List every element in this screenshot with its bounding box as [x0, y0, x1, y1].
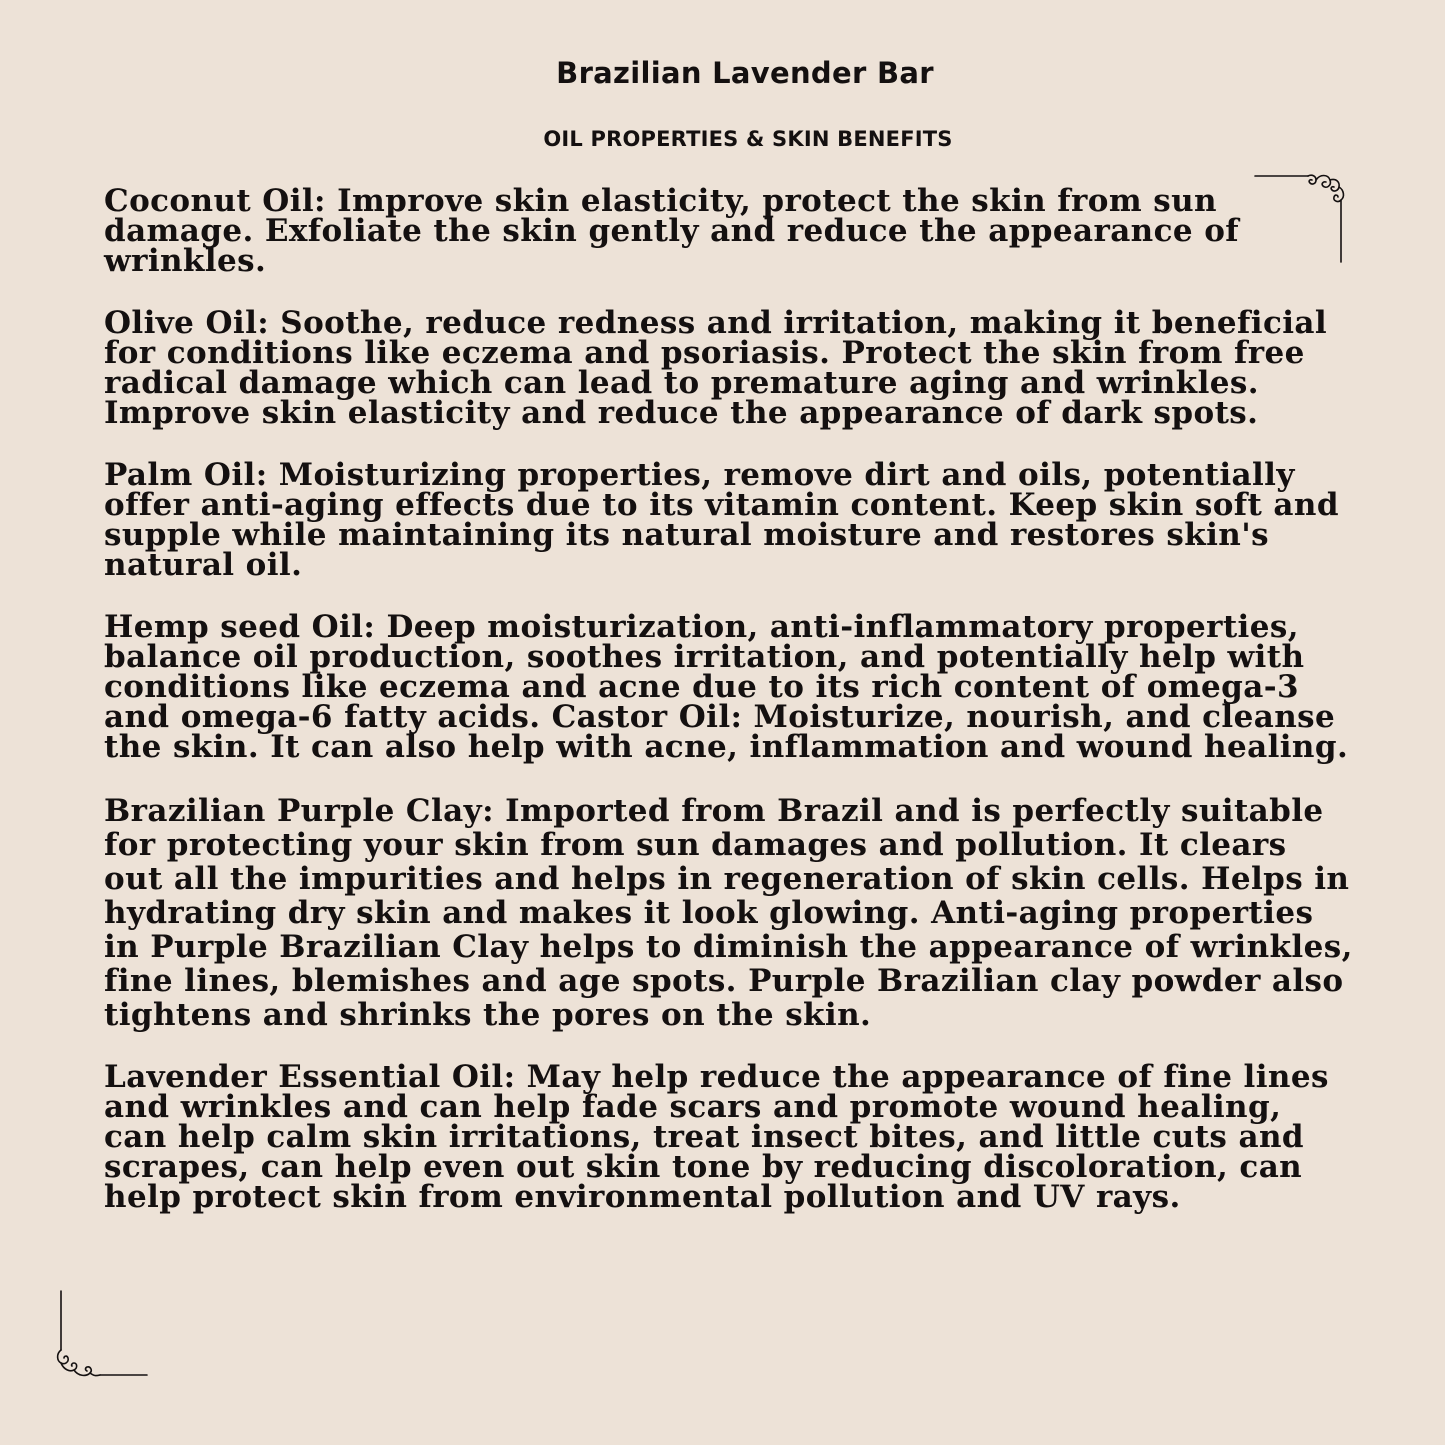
palm-oil-paragraph: Palm Oil: Moisturizing properties, remove dirt and oils, potentially offer anti-aging effects due to its vitamin content. Keep skin soft and supple while maintaining its natural moisture and restores skin's natural oil.	[104, 457, 1339, 583]
page-title: Brazilian Lavender Bar	[556, 56, 934, 90]
olive-oil-paragraph: Olive Oil: Soothe, reduce redness and irritation, making it beneficial for conditions like eczema and psoriasis. Protect the skin from free radical damage which can lead to premature aging and wrinkles. Improve skin elasticity and reduce the appearance of dark spots.	[104, 305, 1328, 431]
page-subtitle: OIL PROPERTIES & SKIN BENEFITS	[543, 127, 953, 151]
benefits-content	[104, 183, 1354, 1244]
brazilian-purple-clay-paragraph: Brazilian Purple Clay: Imported from Brazil and is perfectly suitable for protecting your skin from sun damages and pollution. It clears out all the impurities and helps in regeneration of skin cells. Helps in hydrating dry skin and makes it look glowing. Anti-aging properties in Purple Brazilian Clay helps to diminish the appearance of wrinkles, fine lines, blemishes and age spots. Purple Brazilian clay powder also tightens and shrinks the pores on the skin.	[104, 793, 1353, 1033]
coconut-oil-paragraph: Coconut Oil: Improve skin elasticity, protect the skin from sun damage. Exfoliate the skin gently and reduce the appearance of wrinkles.	[104, 183, 1240, 279]
lavender-essential-oil-paragraph: Lavender Essential Oil: May help reduce the appearance of fine lines and wrinkles and can help fade scars and promote wound healing, can help calm skin irritations, treat insect bites, and little cuts and scrapes, can help even out skin tone by reducing discoloration, can help protect skin from environmental pollution and UV rays.	[104, 1059, 1329, 1215]
hemp-seed-oil-paragraph: Hemp seed Oil: Deep moisturization, anti-inflammatory properties, balance oil production, soothes irritation, and potentially help with conditions like eczema and acne due to its rich content of omega-3 and omega-6 fatty acids. Castor Oil: Moisturize, nourish, and cleanse the skin. It can also help with acne, inflammation and wound healing.	[104, 609, 1349, 765]
bottom-left-corner-ornament	[52, 1288, 152, 1384]
